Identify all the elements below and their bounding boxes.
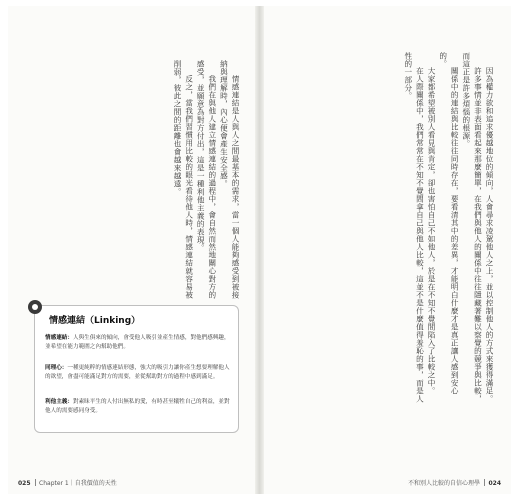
page-number: 024 — [488, 480, 501, 487]
definition-term: 利他主義： — [45, 399, 73, 405]
page-number: 025 — [18, 480, 31, 487]
right-page — [264, 6, 511, 494]
definition-text: 對素昧平生的人付出無私的愛，有時甚至犧牲自己的利益，並對他人的需要感同身受。 — [45, 399, 230, 414]
right-page-footer — [408, 478, 501, 487]
definition-text: 人與生俱來的傾向，會受他人吸引並產生情感，對他們感興趣，並希望在能力範圍之內幫助他們。 — [45, 335, 230, 350]
book-title-label: 不和別人比較的自信心理學 — [407, 480, 480, 487]
definition-box-title: 情感連結（Linking） — [49, 316, 141, 326]
definition-box — [34, 305, 239, 433]
footer-divider — [35, 479, 36, 486]
bullet-circle-icon — [28, 300, 42, 314]
book-gutter — [255, 6, 264, 494]
definition-item — [45, 398, 231, 415]
body-paragraph: 我們在與他人建立情感連結的過程中，會自然而然地關心對方的感受，並願意為對方付出，這是一種利他主義的表現。 — [196, 60, 217, 300]
body-paragraph: 關係中的連結與比較往往同時存在，要看清其中的差異，才能明白什麼才是真正讓人感到安心的。 — [438, 52, 460, 396]
definition-term: 情感連結： — [45, 335, 73, 341]
right-page-body — [269, 52, 495, 408]
body-paragraph: 反之，當我們習慣用比較的眼光看待他人時，情感連結就容易被削弱，彼此之間的距離也會越來越遠。 — [173, 60, 194, 300]
definition-term: 同理心： — [45, 365, 68, 371]
definition-item — [45, 334, 231, 351]
body-paragraph: 在人際關係中，我們常常在不知不覺間拿自己與他人比較，這並不是什麼值得羞恥的事，而是人性的一部分。 — [403, 52, 425, 404]
body-paragraph: 大家都希望被別人看見與肯定，卻也害怕自己不如他人，於是在不知不覺間陷入了比較之中。 — [427, 67, 437, 396]
chapter-label: Chapter 1｜自我價值的天性 — [39, 480, 117, 487]
left-page-footer — [18, 478, 117, 487]
left-page — [8, 6, 255, 494]
definition-text: 一種更純粹的情感連結形態，強大的吸引力讓你產生想要理解他人的欲望，會盡可能滿足對方的需要，並從幫助對方的過程中感到滿足。 — [45, 365, 230, 380]
body-paragraph: 因為權力欲和追求優越地位的傾向，人會尋求凌駕他人之上，並以控制他人的方式來獲得滿足。 — [485, 67, 494, 404]
left-page-body — [27, 60, 241, 300]
footer-divider — [484, 479, 485, 486]
body-paragraph: 許多事情並非表面看起來那麼簡單，在我們與他人的關係中往往隱藏著難以察覺的競爭與比較，而這正是許多煩惱的根源。 — [461, 52, 483, 404]
definition-item — [45, 364, 231, 381]
body-paragraph: 情感連結是人與人之間最基本的需求，當一個人能夠感受到被接納與理解時，內心便會產生安全感。 — [219, 60, 240, 300]
